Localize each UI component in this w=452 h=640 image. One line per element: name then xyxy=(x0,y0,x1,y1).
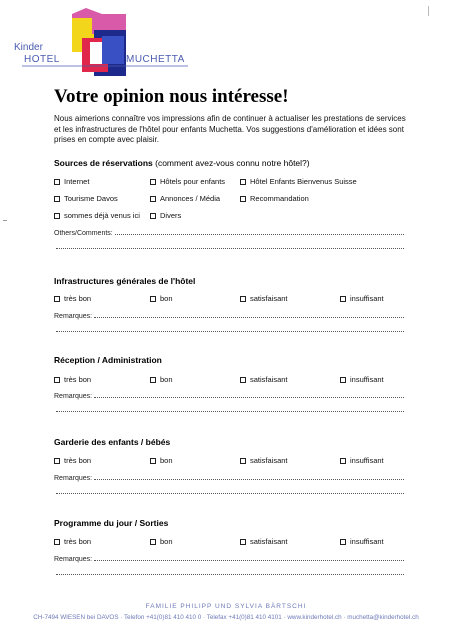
checkbox-box[interactable] xyxy=(54,213,60,219)
infra-satisfaisant[interactable] xyxy=(240,294,288,303)
checkbox-box[interactable] xyxy=(150,196,156,202)
checkbox-label: insuffisant xyxy=(350,375,384,384)
checkbox-label: Annonces / Média xyxy=(160,194,221,203)
checkbox-hotel-enfants-bienvenus[interactable] xyxy=(240,177,357,186)
garderie-insuffisant[interactable] xyxy=(340,456,384,465)
remarks-fill[interactable] xyxy=(94,556,404,561)
checkbox-annonces-media[interactable] xyxy=(150,194,220,203)
checkbox-label: très bon xyxy=(64,294,92,303)
checkbox-box[interactable] xyxy=(240,296,246,302)
checkbox-hotels-enfants[interactable] xyxy=(150,177,225,186)
programme-insuffisant[interactable] xyxy=(340,537,384,546)
logo-kinder-text: Kinder xyxy=(14,42,43,53)
checkbox-recommandation[interactable] xyxy=(240,194,309,203)
reservations-title: Sources de réservations xyxy=(54,158,153,168)
checkbox-box[interactable] xyxy=(150,179,156,185)
programme-bon[interactable] xyxy=(150,537,173,546)
comments-line-2[interactable] xyxy=(54,248,404,251)
checkbox-box[interactable] xyxy=(340,377,346,383)
footer-names: FAMILIE PHILIPP UND SYLVIA BÄRTSCHI xyxy=(145,603,307,610)
remarks-fill[interactable] xyxy=(56,493,404,494)
programme-remarks-line-2[interactable] xyxy=(54,574,404,577)
infra-insuffisant[interactable] xyxy=(340,294,384,303)
infra-bon[interactable] xyxy=(150,294,173,303)
reception-insuffisant[interactable] xyxy=(340,375,384,384)
checkbox-label: insuffisant xyxy=(350,294,384,303)
checkbox-label: Tourisme Davos xyxy=(64,194,118,203)
checkbox-label: Divers xyxy=(160,211,182,220)
checkbox-box[interactable] xyxy=(150,539,156,545)
checkbox-box[interactable] xyxy=(340,458,346,464)
checkbox-box[interactable] xyxy=(54,458,60,464)
checkbox-box[interactable] xyxy=(240,179,246,185)
footer-contact: CH-7494 WIESEN bei DAVOS · Telefon +41(0)81 410 410 0 · Telefax +41(0)81 410 4101 · www.kinderhotel.ch · muchetta@kinderhotel.ch xyxy=(33,614,419,621)
infra-tres-bon[interactable] xyxy=(54,294,91,303)
checkbox-box[interactable] xyxy=(150,296,156,302)
garderie-title: Garderie des enfants / bébés xyxy=(54,437,171,447)
garderie-bon[interactable] xyxy=(150,456,173,465)
checkbox-label: très bon xyxy=(64,456,92,465)
checkbox-box[interactable] xyxy=(150,458,156,464)
checkbox-box[interactable] xyxy=(54,377,60,383)
checkbox-label: bon xyxy=(160,375,173,384)
checkbox-label: Hôtel Enfants Bienvenus Suisse xyxy=(250,177,357,186)
garderie-remarks-line-2[interactable] xyxy=(54,493,404,496)
reservations-heading xyxy=(54,158,310,168)
checkbox-label: très bon xyxy=(64,537,92,546)
checkbox-label: insuffisant xyxy=(350,537,384,546)
comments-fill[interactable] xyxy=(115,230,404,235)
reception-title: Réception / Administration xyxy=(54,355,162,365)
checkbox-label: satisfaisant xyxy=(250,537,288,546)
checkbox-label: Hôtels pour enfants xyxy=(160,177,226,186)
checkbox-box[interactable] xyxy=(150,377,156,383)
comments-line[interactable] xyxy=(54,230,404,237)
reception-remarks-line-2[interactable] xyxy=(54,411,404,414)
infra-remarks-line-2[interactable] xyxy=(54,331,404,334)
checkbox-box[interactable] xyxy=(54,539,60,545)
checkbox-label: satisfaisant xyxy=(250,456,288,465)
remarks-label: Remarques: xyxy=(54,556,93,563)
checkbox-label: très bon xyxy=(64,375,92,384)
comments-fill[interactable] xyxy=(56,248,404,249)
reception-bon[interactable] xyxy=(150,375,173,384)
checkbox-label: bon xyxy=(160,294,173,303)
checkbox-box[interactable] xyxy=(54,296,60,302)
remarks-label: Remarques: xyxy=(54,475,93,482)
checkbox-box[interactable] xyxy=(340,296,346,302)
checkbox-box[interactable] xyxy=(240,196,246,202)
logo-muchetta-text: MUCHETTA xyxy=(126,54,185,65)
infrastructures-title: Infrastructures générales de l'hôtel xyxy=(54,276,196,286)
reception-satisfaisant[interactable] xyxy=(240,375,288,384)
programme-tres-bon[interactable] xyxy=(54,537,91,546)
garderie-satisfaisant[interactable] xyxy=(240,456,288,465)
checkbox-label: insuffisant xyxy=(350,456,384,465)
checkbox-box[interactable] xyxy=(240,539,246,545)
infra-remarks-line[interactable] xyxy=(54,313,404,320)
remarks-label: Remarques: xyxy=(54,393,93,400)
programme-title: Programme du jour / Sorties xyxy=(54,518,169,528)
checkbox-label: Internet xyxy=(64,177,90,186)
remarks-fill[interactable] xyxy=(56,574,404,575)
comments-label: Others/Comments: xyxy=(54,230,113,237)
checkbox-internet[interactable] xyxy=(54,177,89,186)
checkbox-box[interactable] xyxy=(54,179,60,185)
programme-remarks-line[interactable] xyxy=(54,556,404,563)
intro-text: Nous aimerions connaître vos impressions afin de continuer à actualiser les prestations de services et les infrastructures de l'hôtel pour enfants Muchetta. Vos suggestions d'amélioration et idées sont prises en compte avec plaisir. xyxy=(54,114,406,144)
checkbox-label: bon xyxy=(160,456,173,465)
garderie-tres-bon[interactable] xyxy=(54,456,91,465)
page-title: Votre opinion nous intéresse! xyxy=(54,86,289,107)
remarks-fill[interactable] xyxy=(94,393,404,398)
corner-mark xyxy=(428,6,429,16)
reservations-subtitle: (comment avez-vous connu notre hôtel?) xyxy=(152,158,310,168)
reception-remarks-line[interactable] xyxy=(54,393,404,400)
programme-satisfaisant[interactable] xyxy=(240,537,288,546)
garderie-remarks-line[interactable] xyxy=(54,475,404,482)
checkbox-box[interactable] xyxy=(340,539,346,545)
reception-tres-bon[interactable] xyxy=(54,375,91,384)
remarks-label: Remarques: xyxy=(54,313,93,320)
checkbox-label: satisfaisant xyxy=(250,294,288,303)
checkbox-box[interactable] xyxy=(240,458,246,464)
checkbox-box[interactable] xyxy=(150,213,156,219)
margin-mark xyxy=(3,220,7,221)
checkbox-box[interactable] xyxy=(54,196,60,202)
remarks-fill[interactable] xyxy=(56,411,404,412)
remarks-fill[interactable] xyxy=(94,313,404,318)
checkbox-label: sommes déjà venus ici xyxy=(64,211,140,220)
checkbox-deja-venus[interactable] xyxy=(54,211,140,220)
remarks-fill[interactable] xyxy=(56,331,404,332)
checkbox-label: bon xyxy=(160,537,173,546)
checkbox-divers[interactable] xyxy=(150,211,181,220)
checkbox-tourisme-davos[interactable] xyxy=(54,194,118,203)
checkbox-label: satisfaisant xyxy=(250,375,288,384)
checkbox-box[interactable] xyxy=(240,377,246,383)
hotel-logo xyxy=(10,8,190,80)
checkbox-label: Recommandation xyxy=(250,194,309,203)
logo-hotel-text: HOTEL xyxy=(24,54,60,65)
remarks-fill[interactable] xyxy=(94,475,404,480)
